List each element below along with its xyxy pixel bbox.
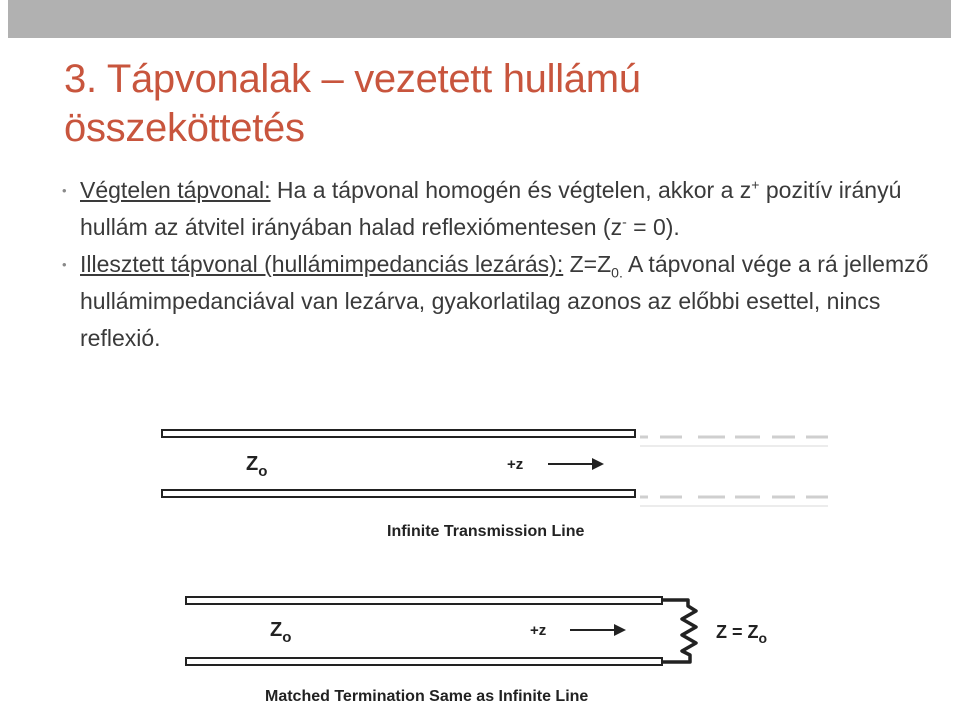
direction-label: +z — [530, 622, 547, 639]
impedance-label: $Z_o$ — [246, 453, 268, 480]
title-line-2: összeköttetés — [64, 106, 305, 150]
lower-conductor-dashes — [640, 497, 828, 506]
arrow-right-icon — [570, 624, 626, 636]
arrow-right-icon — [548, 458, 604, 470]
bullet-dot-icon: • — [62, 257, 67, 272]
lower-conductor — [186, 658, 662, 665]
lower-conductor — [162, 490, 635, 497]
matched-line-diagram — [186, 597, 767, 705]
bullet-text: A tápvonal vége a rá jellemző hullámimpedanciával van lezárva, gyakorlatilag azonos az előbbi esettel, nincs reflexió. — [80, 251, 929, 351]
diagram-caption-infinite: Infinite Transmission Line — [387, 523, 585, 540]
bullet-dot-icon: • — [62, 183, 67, 198]
bullet-text: Ha a tápvonal homogén és végtelen, akkor a z — [270, 177, 752, 203]
bullet-text: Z=Z — [563, 251, 612, 277]
upper-conductor-dashes — [640, 437, 828, 446]
term-infinite-line: Végtelen tápvonal: — [80, 177, 271, 203]
bullet-text: = 0). — [626, 214, 680, 240]
infinite-line-diagram — [162, 430, 828, 540]
upper-conductor — [162, 430, 635, 437]
diagram-caption-matched: Matched Termination Same as Infinite Line — [265, 688, 589, 705]
superscript-plus: + — [751, 176, 760, 193]
load-resistor-icon — [662, 600, 696, 662]
title-line-1: 3. Tápvonalak – vezetett hullámú — [64, 57, 641, 101]
bullet-text: pozitív irányú hullám az átvitel irányában halad reflexiómentesen (z — [80, 177, 902, 240]
term-matched-line: Illesztett tápvonal (hullámimpedanciás lezárás): — [80, 251, 564, 277]
direction-label: +z — [507, 456, 524, 473]
load-impedance-label: $Z = Z_o$ — [716, 622, 768, 646]
superscript-minus: - — [622, 213, 627, 230]
subscript-zero: 0. — [611, 264, 623, 281]
upper-conductor — [186, 597, 662, 604]
impedance-label: $Z_o$ — [270, 619, 292, 646]
